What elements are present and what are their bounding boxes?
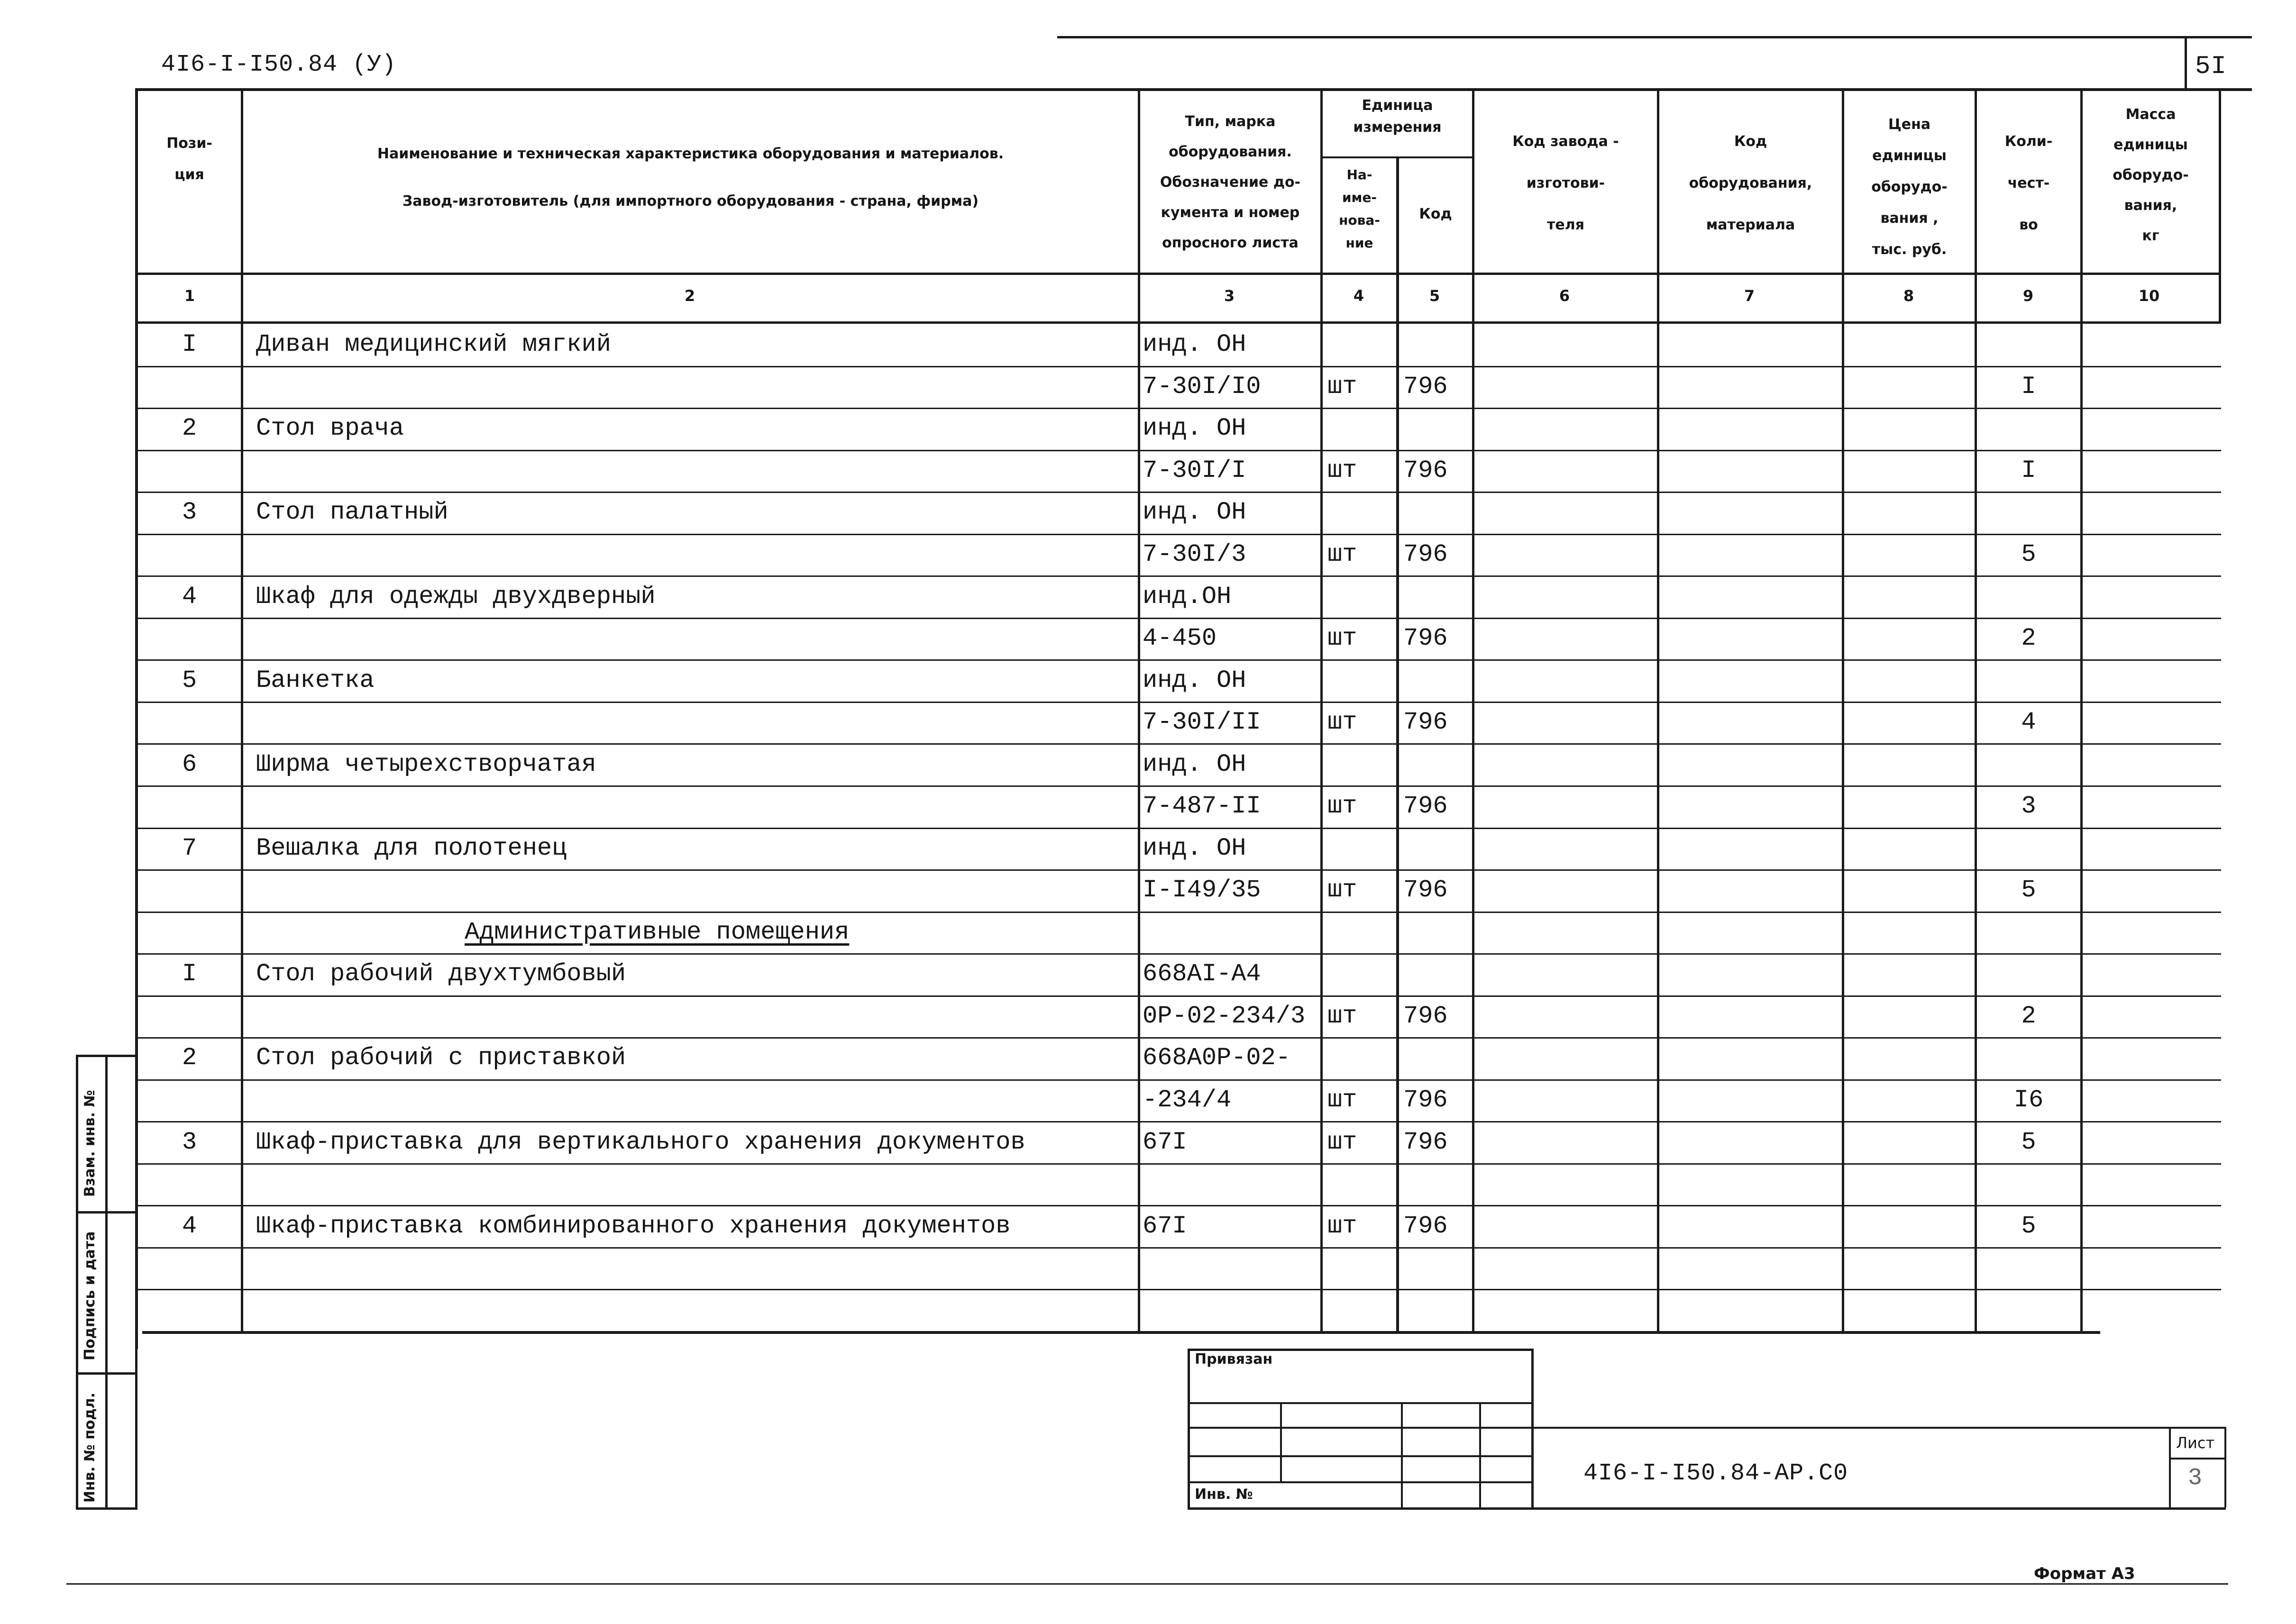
col-line-7 (1842, 88, 1844, 1331)
cell-pos: 2 (182, 1044, 197, 1072)
stamp-bottom-line (1188, 1507, 2226, 1510)
table-header-bottom (135, 273, 2221, 275)
cell-type: 0P-02-234/3 (1143, 1002, 1306, 1030)
cell-name: Административные помещения (465, 918, 850, 946)
side-label-inv-original: Инв. № подл. (82, 1392, 98, 1503)
column-number: 7 (1744, 287, 1755, 305)
stamp-grid-h2 (1188, 1427, 1534, 1429)
cell-type: 668AI-A4 (1143, 960, 1261, 988)
cell-type: инд. ОН (1143, 750, 1246, 778)
cell-name: Вешалка для полотенец (256, 834, 567, 862)
column-number: 4 (1353, 287, 1364, 305)
col-line-9 (2080, 88, 2083, 1331)
header-type: Тип, марка оборудования. Обозначение до- кумента и номер опросного листа (1160, 113, 1301, 251)
row-divider (138, 995, 2221, 997)
cell-name: Стол рабочий двухтумбовый (256, 960, 626, 988)
stamp-grid-h1 (1188, 1402, 1534, 1404)
cell-unit: шт (1327, 373, 1357, 401)
cell-type: 7-30I/I0 (1143, 373, 1261, 401)
format-label: Формат А3 (2034, 1564, 2135, 1583)
cell-code: 796 (1403, 1086, 1448, 1114)
sheet-number: 5I (2195, 52, 2227, 81)
row-divider (138, 828, 2221, 829)
col-line-10 (2219, 88, 2221, 323)
cell-qty: 3 (2021, 792, 2036, 820)
column-number: 9 (2022, 287, 2034, 305)
header-quantity: Коли- чест- во (2004, 133, 2053, 233)
stamp-sheet-right (2224, 1427, 2226, 1507)
column-number: 1 (184, 287, 195, 305)
row-divider (138, 659, 2221, 661)
side-strip-top (76, 1055, 137, 1057)
bottom-frame-line (66, 1583, 2228, 1585)
cell-pos: 3 (182, 1128, 197, 1156)
cell-type: 7-30I/II (1143, 708, 1261, 736)
column-number: 2 (684, 287, 695, 305)
stamp-grid-h4 (1188, 1481, 1534, 1483)
row-divider (138, 534, 2221, 535)
cell-type: 4-450 (1143, 624, 1217, 652)
cell-unit: шт (1327, 540, 1357, 568)
header-factory-code: Код завода - изготови- теля (1512, 133, 1619, 233)
cell-type: инд.ОН (1143, 583, 1232, 611)
cell-code: 796 (1403, 1128, 1448, 1156)
stamp-label-privyazan: Привязан (1195, 1351, 1273, 1368)
cell-unit: шт (1327, 624, 1357, 652)
cell-name: Стол палатный (256, 498, 448, 526)
row-divider (138, 1205, 2221, 1206)
row-divider (138, 1247, 2221, 1249)
side-label-replace-inv: Взам. инв. № (82, 1090, 98, 1197)
stamp-label-inv-no: Инв. № (1195, 1486, 1253, 1503)
document-code: 4I6-I-I50.84 (У) (161, 51, 397, 78)
cell-qty: 5 (2021, 1212, 2036, 1240)
stamp-sheet-left (2169, 1427, 2171, 1507)
col-line-2 (1138, 88, 1140, 1331)
cell-code: 796 (1403, 876, 1448, 904)
row-divider (138, 953, 2221, 955)
stamp-box-left (1188, 1349, 1190, 1510)
cell-code: 796 (1403, 540, 1448, 568)
header-position: Пози- ция (166, 135, 212, 183)
cell-pos: 6 (182, 750, 197, 778)
cell-pos: 5 (182, 666, 197, 694)
header-name: Наименование и техническая характеристика оборудования и материалов. Завод-изготовитель (для импортного оборудования - страна, фирма) (377, 146, 1004, 210)
stamp-grid-v2 (1401, 1402, 1403, 1509)
cell-code: 796 (1403, 624, 1448, 652)
column-numbers-bottom (135, 321, 2221, 324)
cell-code: 796 (1403, 373, 1448, 401)
row-divider (138, 1037, 2221, 1039)
cell-pos: I (182, 960, 197, 988)
cell-unit: шт (1327, 876, 1357, 904)
table-top (135, 88, 2252, 91)
side-strip-outer (76, 1055, 78, 1510)
cell-qty: 5 (2021, 876, 2036, 904)
row-divider (138, 575, 2221, 577)
cell-code: 796 (1403, 456, 1448, 484)
side-strip-bottom (76, 1507, 137, 1510)
cell-name: Шкаф-приставка комбинированного хранения документов (256, 1212, 1011, 1240)
side-label-signature-date: Подпись и дата (82, 1231, 98, 1360)
row-divider (138, 1079, 2221, 1081)
cell-code: 796 (1403, 1212, 1448, 1240)
col-line-1 (241, 88, 243, 1331)
table-bottom (142, 1331, 2100, 1334)
cell-name: Ширма четырехстворчатая (256, 750, 596, 778)
cell-unit: шт (1327, 708, 1357, 736)
cell-qty: I (2021, 373, 2036, 401)
cell-qty: 4 (2021, 708, 2036, 736)
column-number: 6 (1559, 287, 1570, 305)
cell-qty: 2 (2021, 624, 2036, 652)
cell-pos: 7 (182, 834, 197, 862)
top-frame-line (1057, 36, 2252, 38)
cell-name: Диван медицинский мягкий (256, 330, 611, 358)
cell-pos: I (182, 330, 197, 358)
cell-unit: шт (1327, 1128, 1357, 1156)
cell-name: Банкетка (256, 666, 375, 694)
cell-qty: I6 (2013, 1086, 2044, 1114)
side-strip-inner (105, 1055, 108, 1510)
stamp-sheet-label: Лист (2176, 1434, 2215, 1452)
cell-name: Стол врача (256, 414, 404, 442)
cell-type: I-I49/35 (1143, 876, 1261, 904)
cell-type: 67I (1143, 1212, 1187, 1240)
cell-code: 796 (1403, 1002, 1448, 1030)
cell-unit: шт (1327, 792, 1357, 820)
row-divider (138, 702, 2221, 703)
cell-type: инд. ОН (1143, 414, 1246, 442)
cell-qty: 5 (2021, 540, 2036, 568)
row-divider (138, 366, 2221, 367)
stamp-right-top (1534, 1427, 2226, 1429)
stamp-sheet-value: 3 (2188, 1465, 2203, 1492)
side-strip-right (135, 1055, 137, 1510)
header-unit-group: Единица измерения (1353, 97, 1442, 136)
cell-qty: I (2021, 456, 2036, 484)
header-unit-name: На- име- нова- ние (1339, 167, 1380, 251)
cell-type: инд. ОН (1143, 330, 1246, 358)
cell-name: Стол рабочий с приставкой (256, 1044, 626, 1072)
cell-type: 668A0P-02- (1143, 1044, 1291, 1072)
column-number: 10 (2138, 287, 2160, 305)
cell-name: Шкаф для одежды двухдверный (256, 583, 656, 611)
row-divider (138, 450, 2221, 451)
stamp-box-right (1531, 1349, 1534, 1510)
cell-unit: шт (1327, 1212, 1357, 1240)
row-divider (138, 618, 2221, 619)
cell-code: 796 (1403, 792, 1448, 820)
side-strip-div-2 (76, 1372, 137, 1375)
row-divider (138, 1289, 2221, 1290)
cell-qty: 2 (2021, 1002, 2036, 1030)
stamp-grid-h3 (1188, 1455, 1534, 1457)
column-number: 3 (1224, 287, 1235, 305)
stamp-sheet-mid (2169, 1458, 2226, 1460)
cell-type: 7-487-II (1143, 792, 1261, 820)
row-divider (138, 785, 2221, 787)
cell-type: инд. ОН (1143, 834, 1246, 862)
cell-name: Шкаф-приставка для вертикального хранения документов (256, 1128, 1025, 1156)
row-divider (138, 869, 2221, 871)
column-number: 8 (1903, 287, 1914, 305)
cell-pos: 4 (182, 583, 197, 611)
cell-pos: 3 (182, 498, 197, 526)
cell-unit: шт (1327, 1086, 1357, 1114)
row-divider (138, 1163, 2221, 1165)
cell-code: 796 (1403, 708, 1448, 736)
column-number: 5 (1429, 287, 1440, 305)
sheet-box-left (2185, 38, 2187, 91)
cell-type: -234/4 (1143, 1086, 1232, 1114)
row-divider (138, 408, 2221, 409)
row-divider (138, 492, 2221, 493)
stamp-document-code: 4I6-I-I50.84-AP.C0 (1583, 1460, 1848, 1487)
cell-type: инд. ОН (1143, 666, 1246, 694)
header-equipment-code: Код оборудования, материала (1689, 133, 1812, 233)
cell-unit: шт (1327, 456, 1357, 484)
cell-qty: 5 (2021, 1128, 2036, 1156)
cell-pos: 4 (182, 1212, 197, 1240)
row-divider (138, 743, 2221, 745)
header-unit-code: Код (1419, 206, 1452, 222)
cell-type: 7-30I/3 (1143, 540, 1246, 568)
col-line-3 (1320, 88, 1323, 1331)
cell-type: инд. ОН (1143, 498, 1246, 526)
header-mass: Масса единицы оборудо- вания, кг (2113, 106, 2189, 244)
cell-pos: 2 (182, 414, 197, 442)
stamp-grid-v1 (1280, 1402, 1282, 1483)
side-strip-div-1 (76, 1211, 137, 1213)
row-divider (138, 1121, 2221, 1122)
col-line-5 (1472, 88, 1474, 1331)
cell-unit: шт (1327, 1002, 1357, 1030)
row-divider (138, 912, 2221, 913)
cell-type: 67I (1143, 1128, 1187, 1156)
unit-subheader-line (1320, 156, 1472, 158)
col-line-6 (1657, 88, 1659, 1331)
stamp-grid-v3 (1479, 1402, 1481, 1509)
cell-type: 7-30I/I (1143, 456, 1246, 484)
header-price: Цена единицы оборудо- вания , тыс. руб. (1871, 116, 1948, 258)
